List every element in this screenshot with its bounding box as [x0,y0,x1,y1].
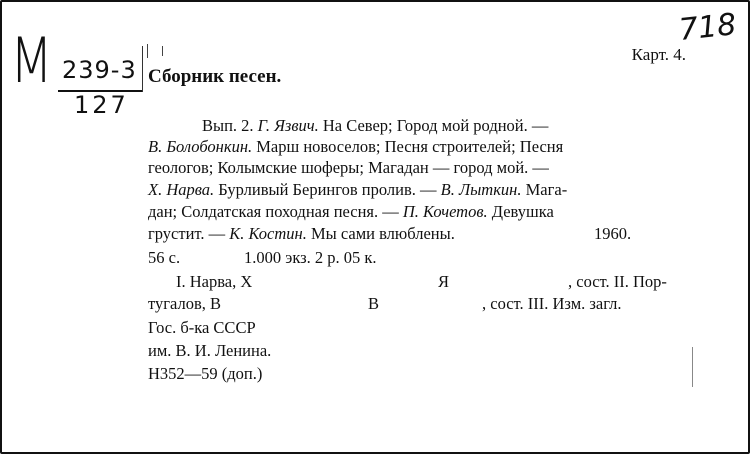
added-entry-1a: I. Нарва, Х [176,272,253,291]
pages: 56 с. [148,248,181,267]
added-entry-1c: , сост. II. Пор- [568,272,667,291]
shelf-mark-subnumber: 127 [74,91,129,119]
shelf-mark-letter: М [10,24,53,97]
pencil-tick [162,46,163,56]
author-name: К. Костин. [229,224,307,243]
added-entry-2b: В [368,294,380,313]
text: Марш новоселов; Песня строителей; Песня [252,137,564,156]
catalog-code: Н352—59 (доп.) [148,364,263,383]
text: Мы сами влюблены. [306,224,455,243]
shelf-mark-vertical-line [142,46,143,92]
library-dedication: им. В. И. Ленина. [148,341,272,360]
text: Вып. 2. [202,116,258,135]
author-name: В. Болобонкин. [148,137,253,156]
author-name: В. Лыткин. [440,180,522,199]
corner-number: 718 [677,7,738,48]
added-entry-2a: тугалов, В [148,294,222,313]
author-name: Х. Нарва. [148,180,215,199]
text: дан; Солдатская походная песня. — [148,202,403,221]
text: Девушка [487,202,554,221]
pencil-tick [692,347,693,387]
text: Мага- [521,180,568,199]
added-entry-1b: Я [438,272,450,291]
card-title: Сборник песен. [148,66,282,87]
card-number-label: Карт. 4. [631,45,686,64]
text: геологов; Колымские шоферы; Магадан — город мой. — [148,158,549,177]
added-entry-2c: , сост. III. Изм. загл. [482,294,622,313]
body-line-3 [148,158,549,178]
body-line-2 [148,137,563,157]
text: На Север; Город мой родной. — [318,116,549,135]
author-name: Г. Язвич. [257,116,319,135]
body-line-1 [202,116,548,136]
library-name: Гос. б-ка СССР [148,318,256,337]
shelf-mark-number: 239-3 [62,56,137,84]
body-line-4 [148,180,567,200]
text: грустит. — [148,224,230,243]
text: Бурливый Берингов пролив. — [214,180,441,199]
pencil-tick [147,44,148,58]
publication-year: 1960. [594,224,632,243]
author-name: П. Кочетов. [402,202,488,221]
body-line-5 [148,202,554,222]
print-run-price: 1.000 экз. 2 р. 05 к. [244,248,377,267]
body-line-6 [148,224,455,244]
